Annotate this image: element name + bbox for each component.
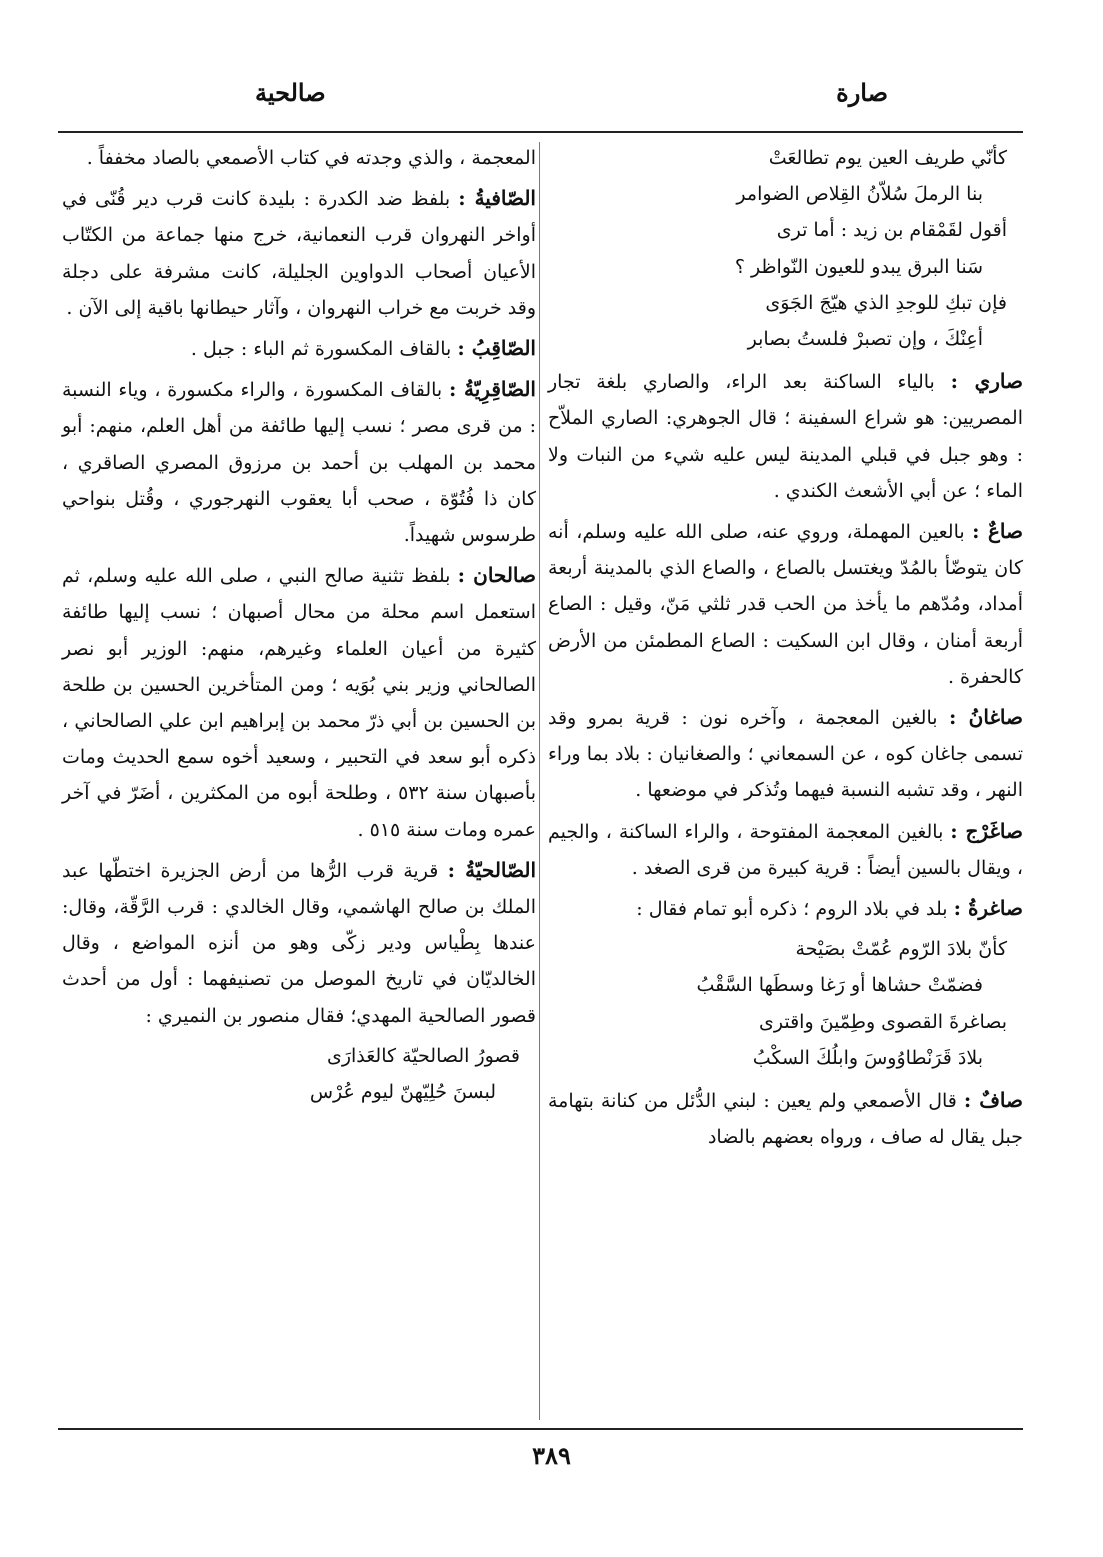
entry-text: بالقاف المكسورة ثم الباء : جبل . — [190, 338, 452, 361]
running-head-right: صارة — [836, 78, 888, 107]
entry-text: بالغين المعجمة المفتوحة ، والراء الساكنة ، والجيم ، ويقال بالسين أيضاً : قرية كبيرة من قرى الصغد . — [548, 820, 1023, 879]
entry-headword: صاغَرْج : — [950, 818, 1024, 843]
entry-text: بالعين المهملة، وروي عنه، صلى الله عليه وسلم، أنه كان يتوضّأ بالمُدّ ويغتسل بالصاع ، والصاع الذي بالمدينة أربعة أمداد، ومُدّهم ما يأخذ من الحب قدر ثلثي مَنّ، وقيل : الصاع أربعة أمنان ، وقال ابن السكيت : الصاع المطمئن من الأرض كالحفرة . — [548, 521, 1023, 688]
entry-text: قال الأصمعي ولم يعين : لبني الدُّئل من كنانة بتهامة جبل يقال له صاف ، ورواه بعضهم بالضاد — [548, 1090, 1023, 1149]
verse-line: بنا الرملَ سُلاّنُ القِلاص الضوامر — [736, 183, 983, 206]
verse-line: بلادَ قَرَنْطاوُوسَ وابلُكَ السكْبُ — [752, 1046, 983, 1069]
verse-line: سَنا البرق يبدو للعيون النّواظر ؟ — [734, 255, 983, 278]
verse-line: فإن تبكِ للوجدِ الذي هيّجَ الجَوَى — [765, 291, 1007, 314]
verse-line: قصورُ الصالحيّة كالعَذارَى — [326, 1044, 520, 1067]
verse-line: فضمّتْ حشاها أو رَغا وسطَها السَّقْبُ — [696, 974, 983, 997]
dictionary-entry — [548, 813, 1023, 886]
entry-headword: صافٌ : — [963, 1088, 1024, 1113]
entry-text: بلد في بلاد الروم ؛ ذكره أبو تمام فقال : — [636, 898, 948, 921]
dictionary-entry — [62, 852, 536, 1034]
entry-headword: الصّالحيّةُ : — [447, 857, 537, 882]
entry-text: بالياء الساكنة بعد الراء، والصاري بلغة تجار المصريين: هو شراع السفينة ؛ قال الجوهري: الصاري الملاّح : وهو جبل في قبلي المدينة ليس عليه شيء من النبات ولا الماء ؛ عن أبي الأشعث الكندي . — [548, 371, 1023, 502]
dictionary-entry — [548, 363, 1023, 509]
running-head-left: صالحية — [255, 78, 326, 107]
bottom-rule — [58, 1428, 1023, 1430]
dictionary-entry — [548, 1082, 1023, 1155]
verse-line: كأنّي طريف العين يوم تطالعَتْ — [768, 147, 1007, 169]
entry-headword: صاعٌ : — [972, 519, 1023, 544]
dictionary-entry — [62, 330, 536, 367]
verse-line: بصاغرةَ القصوى وطِمّينَ واقترى — [759, 1010, 1007, 1033]
dictionary-entry — [548, 699, 1023, 809]
verse-line: لبسنَ حُلِيّهنّ ليوم عُرْس — [309, 1081, 496, 1104]
poem-verse — [548, 140, 1023, 357]
entry-headword: صالحان : — [457, 563, 536, 588]
verse-line: كأنّ بلادَ الرّوم عُمّتْ بصَيْحة — [795, 938, 1007, 961]
entry-headword: الصّاقِرِيّةُ : — [448, 377, 536, 402]
column-divider — [539, 142, 540, 1420]
dictionary-entry — [62, 180, 536, 326]
entry-headword: صاغانُ : — [948, 705, 1023, 730]
right-column — [548, 140, 1023, 1159]
dictionary-entry — [62, 557, 536, 848]
verse-line: أعِنْكَ ، وإن تصبرْ فلستُ بصابر — [747, 328, 983, 351]
left-column — [62, 140, 536, 1116]
top-rule — [58, 131, 1023, 133]
entry-headword: الصّافيةُ : — [458, 186, 536, 211]
dictionary-entry — [548, 513, 1023, 695]
dictionary-entry — [548, 890, 1023, 927]
page-number: ٣٨٩ — [532, 1441, 571, 1470]
verse-line: أقول لقَمْقام بن زيد : أما ترى — [776, 219, 1007, 242]
entry-text: بالغين المعجمة ، وآخره نون : قرية بمرو وقد تسمى جاغان كوه ، عن السمعاني ؛ والصغانيان : بلاد بما وراء النهر ، وقد تشبه النسبة فيهما وتُذكر في موضعها . — [548, 707, 1023, 802]
poem-verse — [548, 931, 1023, 1076]
entry-headword: الصّاقِبُ : — [457, 336, 536, 361]
entry-text: قرية قرب الرُّها من أرض الجزيرة اختطّها عبد الملك بن صالح الهاشمي، وقال الخالدي : قرب الرَّقّة، وقال: عندها بِطْياس ودير زكّى وهو من أنزه المواضع ، وقال الخالديّان في تاريخ الموصل من تصنيفهما : أول من أحدث قصور الصالحية المهدي؛ فقال منصور بن النميري : — [62, 859, 536, 1027]
entry-headword: صاري : — [950, 369, 1023, 394]
entry-text: بالقاف المكسورة ، والراء مكسورة ، وياء النسبة : من قرى مصر ؛ نسب إليها طائفة من أهل العلم، منهم: أبو محمد بن المهلب بن أحمد بن مرزوق المصري الصاقري ، كان ذا فُتُوّة ، صحب أبا يعقوب النهرجوري ، وقُتل بنواحي طرسوس شهيداً. — [62, 379, 536, 547]
entry-text: بلفظ ضد الكدرة : بليدة كانت قرب دير قُنّى في أواخر النهروان قرب النعمانية، خرج منها جماعة من الكتّاب الأعيان أصحاب الدواوين الجليلة، كانت مشرفة على دجلة وقد خربت مع خراب النهروان ، وآثار حيطانها باقية إلى الآن . — [62, 188, 536, 319]
poem-verse — [62, 1038, 536, 1110]
entry-headword: صاغرةُ : — [953, 896, 1023, 921]
dictionary-entry — [62, 371, 536, 553]
entry-text: بلفظ تثنية صالح النبي ، صلى الله عليه وسلم، ثم استعمل اسم محلة من محال أصبهان ؛ نسب إليها طائفة كثيرة من أعيان العلماء وغيرهم، منهم: الوزير أبو نصر الصالحاني وزير بني بُوَيه ؛ ومن المتأخرين الحسين بن طلحة بن الحسين بن أبي ذرّ محمد بن إبراهيم ابن علي الصالحاني ، ذكره أبو سعد في التحبير ، وسعيد أخوه سمع الحديث ومات بأصبهان سنة ٥٣٢ ، وطلحة أبوه من المكثرين ، أضَرّ في آخر عمره ومات سنة ٥١٥ . — [62, 565, 536, 841]
entry-continuation: المعجمة ، والذي وجدته في كتاب الأصمعي بالصاد مخففاً . — [86, 147, 536, 169]
